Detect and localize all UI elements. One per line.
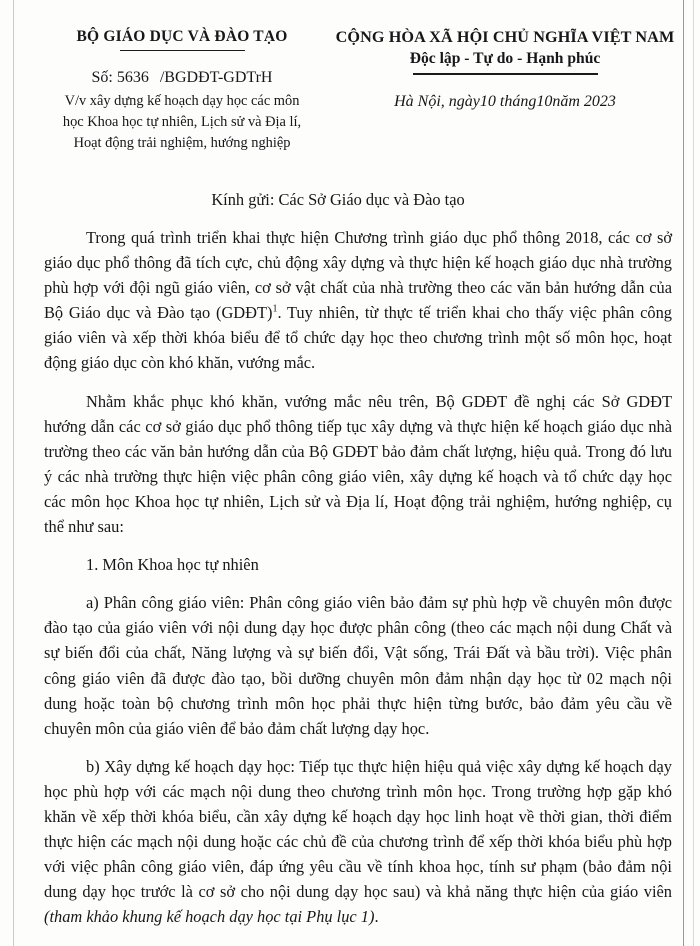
section-1a-paragraph: a) Phân công giáo viên: Phân công giáo viên bảo đảm sự phù hợp về chuyên môn được đào tạo của giáo viên với nội dung dạy học được phân công (theo các mạch nội dung Chất và sự biến đổi của chất, Năng lượng và sự biến đổi, Vật sống, Trái Đất và bầu trời). Việc phân công giáo viên đã được đào tạo, bồi dưỡng chuyên môn đảm nhận dạy học từ 02 mạch nội dung hoặc toàn bộ chương trình môn học phải thực hiện từng bước, bảo đảm yêu cầu về chuyên môn của giáo viên để bảo đảm chất lượng dạy học. — [44, 593, 672, 738]
paragraph-intro-part-1: Trong quá trình triển khai thực hiện Chương trình giáo dục phổ thông 2018, các cơ sở giáo dục phổ thông đã tích cực, chủ động xây dựng và thực hiện kế hoạch giáo dục nhà trường phù hợp với đội ngũ giáo viên, cơ sở vật chất của nhà trường theo các văn bản hướng dẫn của Bộ Giáo dục và Đào tạo (GDĐT) — [44, 228, 672, 323]
recipient-line: Kính gửi: Các Sở Giáo dục và Đào tạo — [211, 190, 465, 209]
national-title: CỘNG HÒA XÃ HỘI CHỦ NGHĨA VIỆT NAM — [335, 28, 675, 46]
section-1b-paragraph — [44, 754, 672, 930]
dateline: Hà Nội, ngày10 tháng10năm 2023 — [394, 92, 616, 110]
header-left-block — [22, 28, 342, 154]
footnote-marker: 1 — [272, 303, 278, 315]
document-body — [44, 190, 672, 929]
section-1b-part-2: . — [374, 907, 379, 927]
document-number-line — [22, 68, 342, 88]
ministry-underline-rule — [120, 50, 245, 52]
paragraph-purpose: Nhằm khắc phục khó khăn, vướng mắc nêu trên, Bộ GDĐT đề nghị các Sở GDĐT hướng dẫn các cơ sở giáo dục phổ thông tiếp tục xây dựng và thực hiện kế hoạch giáo dục nhà trường theo các văn bản hướng dẫn của Bộ GDĐT bảo đảm chất lượng, hiệu quả. Trong đó lưu ý các nhà trường thực hiện việc phân công giáo viên, xây dựng kế hoạch và tổ chức dạy học các môn học Khoa học tự nhiên, Lịch sử và Địa lí, Hoạt động trải nghiệm, hướng nghiệp, cụ thể như sau: — [44, 391, 672, 537]
document-subject-line-2: học Khoa học tự nhiên, Lịch sử và Địa lí, — [62, 114, 302, 131]
document-subject-line-1: V/v xây dựng kế hoạch dạy học các môn — [64, 93, 300, 110]
document-number-value: 5636 — [116, 69, 149, 87]
document-subject — [22, 91, 342, 154]
section-1-heading: 1. Môn Khoa học tự nhiên — [86, 555, 259, 575]
ministry-name: BỘ GIÁO DỤC VÀ ĐÀO TẠO — [76, 28, 288, 45]
header-right-block — [330, 28, 680, 111]
section-1b-reference-italic: (tham khảo khung kế hoạch dạy học tại Phụ lục 1) — [44, 907, 375, 927]
document-header — [0, 0, 700, 175]
national-motto: Độc lập - Tự do - Hạnh phúc — [409, 50, 601, 68]
document-subject-line-3: Hoạt động trải nghiệm, hướng nghiệp — [73, 134, 291, 151]
paragraph-intro — [44, 225, 672, 376]
section-1b-part-1: b) Xây dựng kế hoạch dạy học: Tiếp tục thực hiện hiệu quả việc xây dựng kế hoạch dạy học phù hợp với các mạch nội dung theo chương trình môn học. Trong trường hợp gặp khó khăn về xếp thời khóa biểu, cần xây dựng kế hoạch dạy học linh hoạt về thời gian, thời điểm thực hiện các mạch nội dung hoặc các chủ đề của chương trình để xếp thời khóa biểu phù hợp với việc phân công giáo viên, đáp ứng yêu cầu về tính khoa học, tính sư phạm (bảo đảm nội dung dạy học trước là cơ sở cho nội dung dạy học sau) và khả năng thực hiện của giáo viên — [44, 756, 672, 902]
document-number-label: Số: — [91, 69, 113, 87]
paragraph-intro-part-2: . Tuy nhiên, từ thực tế triển khai cho thấy việc phân công giáo viên và xếp thời khóa biểu để tổ chức dạy học theo chương trình một số môn học, hoạt động giáo dục còn khó khăn, vướng mắc. — [44, 303, 672, 373]
document-number-code: /BGDĐT-GDTrH — [159, 69, 273, 87]
motto-underline-rule — [413, 73, 598, 75]
